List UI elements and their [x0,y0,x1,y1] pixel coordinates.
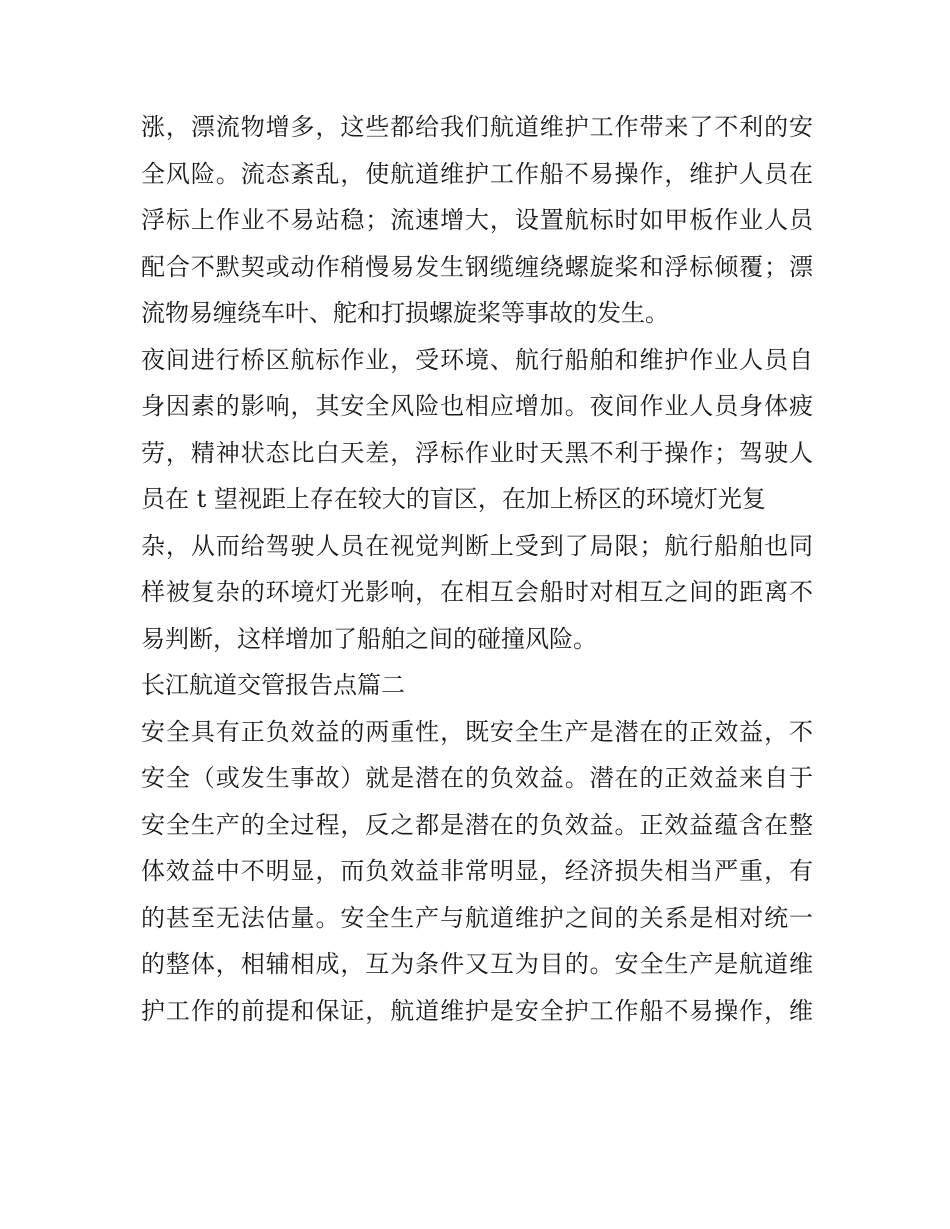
section-heading [141,662,813,709]
text-line: 劳，精神状态比白天差，浮标作业时天黑不利于操作；驾驶人 [141,438,813,467]
heading-text: 长江航道交管报告点篇二 [141,671,405,699]
text-line: 体效益中不明显，而负效益非常明显，经济损失相当严重，有 [141,857,813,885]
text-line: 安全生产的全过程，反之都是潜在的负效益。正效益蕴含在整 [141,810,813,839]
paragraph [141,709,813,1035]
text-line: 易判断，这样增加了船舶之间的碰撞风险。 [141,624,597,653]
text-line: 员在 t 望视距上存在较大的盲区，在加上桥区的环境灯光复 [141,485,766,513]
paragraph [141,337,813,663]
paragraph [141,104,813,337]
text-line: 全风险。流态紊乱，使航道维护工作船不易操作，维护人员在 [141,159,813,188]
text-line: 配合不默契或动作稍慢易发生钢缆缠绕螺旋桨和浮标倾覆；漂 [141,252,813,281]
text-line: 安全（或发生事故）就是潜在的负效益。潜在的正效益来自于 [141,764,813,792]
text-line: 身因素的影响，其安全风险也相应增加。夜间作业人员身体疲 [141,392,813,420]
document-body [141,104,813,1034]
text-line: 样被复杂的环境灯光影响，在相互会船时对相互之间的距离不 [141,578,813,606]
text-line: 浮标上作业不易站稳；流速增大，设置航标时如甲板作业人员 [141,206,813,234]
text-line: 护工作的前提和保证，航道维护是安全护工作船不易操作，维 [141,996,813,1025]
text-line: 的甚至无法估量。安全生产与航道维护之间的关系是相对统一 [141,903,813,932]
text-line: 安全具有正负效益的两重性，既安全生产是潜在的正效益，不 [141,717,813,746]
text-line: 夜间进行桥区航标作业，受环境、航行船舶和维护作业人员自 [141,345,813,374]
text-line: 涨，漂流物增多，这些都给我们航道维护工作带来了不利的安 [141,113,813,141]
text-line: 流物易缠绕车叶、舵和打损螺旋桨等事故的发生。 [141,299,669,327]
text-line: 的整体，相辅相成，互为条件又互为目的。安全生产是航道维 [141,950,813,978]
text-line: 杂，从而给驾驶人员在视觉判断上受到了局限；航行船舶也同 [141,531,813,560]
